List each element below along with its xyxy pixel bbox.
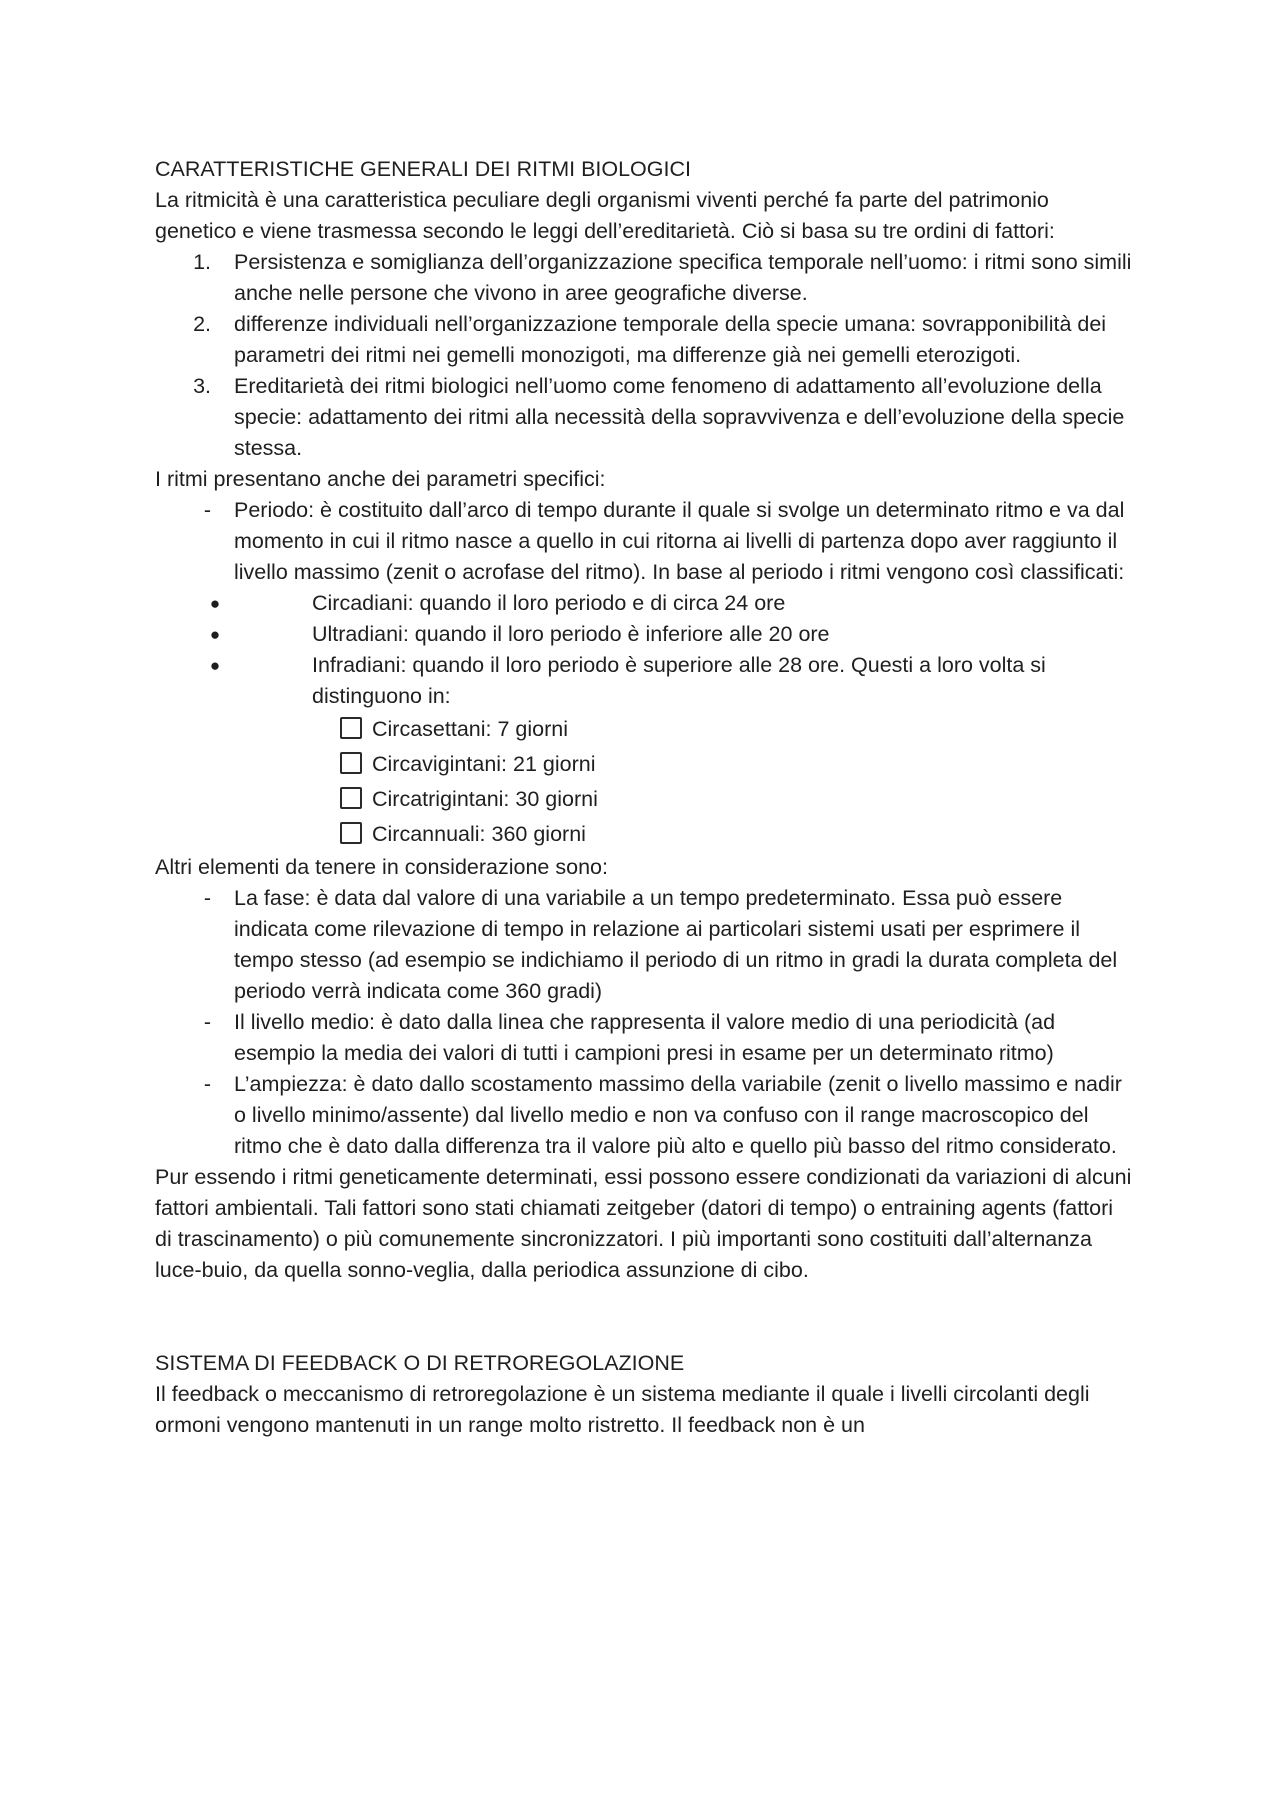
bullet-text: Ultradiani: quando il loro periodo è inferiore alle 20 ore bbox=[312, 622, 830, 646]
dash-marker: - bbox=[203, 886, 211, 910]
checkbox-text: Circannuali: 360 giorni bbox=[372, 822, 586, 846]
others-intro: Altri elementi da tenere in considerazione sono: bbox=[155, 855, 608, 879]
bullet-text: Circadiani: quando il loro periodo e di circa 24 ore bbox=[312, 591, 786, 615]
bullet-item bbox=[155, 588, 1135, 619]
bullet-icon: ● bbox=[209, 656, 221, 675]
list-item bbox=[155, 247, 1135, 309]
section-paragraph: Il feedback o meccanismo di retroregolazione è un sistema mediante il quale i livelli circolanti degli ormoni vengono mantenuti in un range molto ristretto. Il feedback non è un bbox=[155, 1382, 1090, 1437]
checkbox-item bbox=[155, 782, 1135, 817]
list-item bbox=[155, 883, 1135, 1007]
bullet-item bbox=[155, 619, 1135, 650]
list-item-text: differenze individuali nell’organizzazione temporale della specie umana: sovrapponibilità dei parametri dei ritmi nei gemelli monozigoti, ma differenze già nei gemelli eterozigoti. bbox=[234, 312, 1107, 367]
dash-marker: - bbox=[203, 498, 211, 522]
list-item-text: Persistenza e somiglianza dell’organizzazione specifica temporale nell’uomo: i ritmi sono simili anche nelle persone che vivono in aree geografiche diverse. bbox=[234, 250, 1132, 305]
list-item-text: La fase: è data dal valore di una variabile a un tempo predeterminato. Essa può essere indicata come rilevazione di tempo in relazione ai particolari sistemi usati per esprimere il tempo stesso (ad esempio se indichiamo il periodo di un ritmo in gradi la durata completa del periodo verrà indicata come 360 gradi) bbox=[234, 886, 1118, 1003]
list-number: 3. bbox=[193, 374, 211, 398]
list-item-text: Periodo: è costituito dall’arco di tempo durante il quale si svolge un determinato ritmo e va dal momento in cui il ritmo nasce a quello in cui ritorna ai livelli di partenza dopo aver raggiunto il livello massimo (zenit o acrofase del ritmo). In base al periodo i ritmi vengono così classificati: bbox=[234, 498, 1125, 584]
list-item-text: Il livello medio: è dato dalla linea che rappresenta il valore medio di una periodicità (ad esempio la media dei valori di tutti i campioni presi in esame per un determinato ritmo) bbox=[234, 1010, 1056, 1065]
checkbox-text: Circavigintani: 21 giorni bbox=[372, 752, 596, 776]
checkbox-item bbox=[155, 712, 1135, 747]
section-spacer bbox=[155, 1286, 1135, 1348]
list-item-text: Ereditarietà dei ritmi biologici nell’uomo come fenomeno di adattamento all’evoluzione della specie: adattamento dei ritmi alla necessità della sopravvivenza e dell’evoluzione della specie stessa. bbox=[234, 374, 1125, 460]
dash-marker: - bbox=[203, 1010, 211, 1034]
checkbox-icon[interactable] bbox=[340, 752, 362, 774]
checkbox-item bbox=[155, 817, 1135, 852]
list-number: 2. bbox=[193, 312, 211, 336]
list-item bbox=[155, 371, 1135, 464]
checkbox-icon[interactable] bbox=[340, 717, 362, 739]
intro-paragraph: La ritmicità è una caratteristica peculiare degli organismi viventi perché fa parte del patrimonio genetico e viene trasmessa secondo le leggi dell’ereditarietà. Ciò si basa su tre ordini di fattori: bbox=[155, 188, 1055, 243]
section-title: CARATTERISTICHE GENERALI DEI RITMI BIOLOGICI bbox=[155, 157, 691, 181]
checkbox-icon[interactable] bbox=[340, 822, 362, 844]
bullet-icon: ● bbox=[209, 594, 221, 613]
list-item bbox=[155, 1007, 1135, 1069]
checkbox-text: Circatrigintani: 30 giorni bbox=[372, 787, 598, 811]
bullet-icon: ● bbox=[209, 625, 221, 644]
closing-paragraph: Pur essendo i ritmi geneticamente determinati, essi possono essere condizionati da variazioni di alcuni fattori ambientali. Tali fattori sono stati chiamati zeitgeber (datori di tempo) o entraining agents (fattori di trascinamento) o più comunemente sincronizzatori. I più importanti sono costituiti dall’alternanza luce-buio, da quella sonno-veglia, dalla periodica assunzione di cibo. bbox=[155, 1165, 1132, 1282]
list-number: 1. bbox=[193, 250, 211, 274]
list-item-text: L’ampiezza: è dato dallo scostamento massimo della variabile (zenit o livello massimo e nadir o livello minimo/assente) dal livello medio e non va confuso con il range macroscopico del ritmo che è dato dalla differenza tra il valore più alto e quello più basso del ritmo considerato. bbox=[234, 1072, 1122, 1158]
params-intro: I ritmi presentano anche dei parametri specifici: bbox=[155, 467, 606, 491]
checkbox-icon[interactable] bbox=[340, 787, 362, 809]
bullet-item bbox=[155, 650, 1135, 712]
section-title: SISTEMA DI FEEDBACK O DI RETROREGOLAZIONE bbox=[155, 1351, 685, 1375]
dash-marker: - bbox=[203, 1072, 211, 1096]
checkbox-item bbox=[155, 747, 1135, 782]
list-item bbox=[155, 1069, 1135, 1162]
checkbox-text: Circasettani: 7 giorni bbox=[372, 717, 568, 741]
list-item bbox=[155, 495, 1135, 588]
list-item bbox=[155, 309, 1135, 371]
document-page bbox=[155, 154, 1135, 1441]
bullet-text: Infradiani: quando il loro periodo è superiore alle 28 ore. Questi a loro volta si distinguono in: bbox=[312, 653, 1046, 708]
